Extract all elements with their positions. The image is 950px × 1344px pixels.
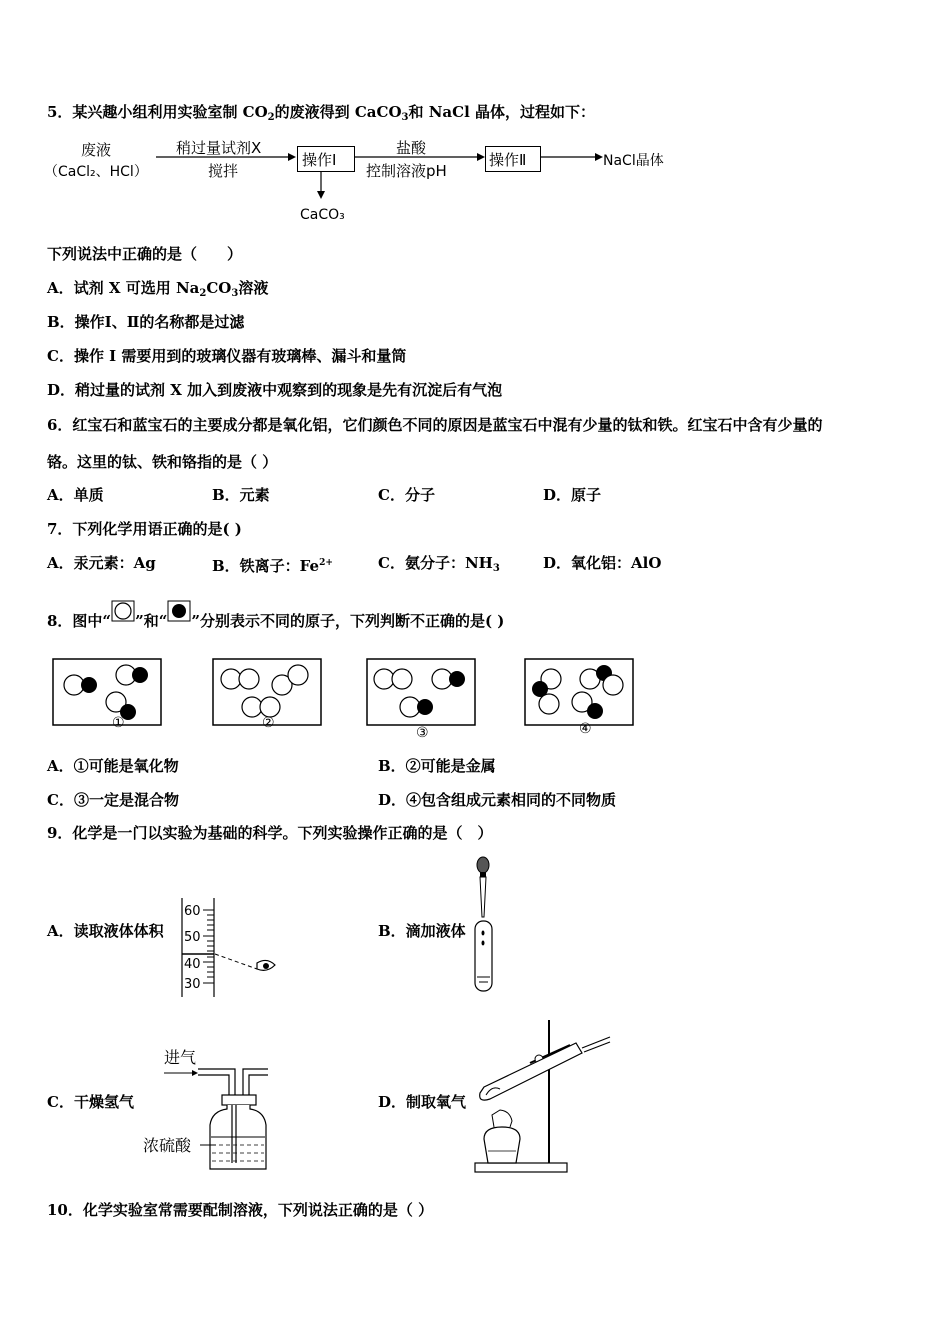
flow-product: NaCl晶体 <box>603 153 664 169</box>
q5-stem: 5．某兴趣小组利用实验室制 $CO_2$的废液得到 CaCO$_3$和 NaCl 晶体，过程如下： <box>47 103 596 123</box>
flow-precipitate: CaCO₃ <box>300 207 345 223</box>
q6-option-c: C．分子 <box>378 486 435 504</box>
label-4: ④ <box>579 721 592 737</box>
flow-waste: 废液 <box>81 141 112 159</box>
flow-stir: 搅拌 <box>208 162 239 180</box>
flow-op2-box <box>485 146 541 172</box>
gas-washing-bottle-figure <box>140 1045 275 1175</box>
q9-option-c: C．干燥氢气 <box>47 1093 134 1111</box>
black-atom-icon <box>167 600 191 622</box>
q6-option-b: B．元素 <box>212 486 270 504</box>
q7-option-b: B．铁离子：$Fe^{2+}$ <box>212 557 333 575</box>
q8-molecule-diagrams <box>50 655 650 740</box>
graduated-cylinder-figure <box>175 895 285 1000</box>
oxygen-apparatus-figure <box>470 1015 615 1177</box>
white-atom-icon <box>111 600 135 622</box>
flow-op1-box <box>297 146 355 172</box>
scale-60: 60 <box>184 904 201 919</box>
label-2: ② <box>262 715 275 731</box>
q6-stem-line2: 铬。这里的钛、铁和铬指的是（ ） <box>47 453 278 471</box>
dropper-test-tube-figure <box>470 855 500 1000</box>
q5-option-c: C．操作 I 需要用到的玻璃仪器有玻璃棒、漏斗和量筒 <box>47 347 407 365</box>
flow-op2: 操作Ⅱ <box>489 151 527 169</box>
q6-option-d: D．原子 <box>543 486 602 504</box>
q6-stem-line1: 6．红宝石和蓝宝石的主要成分都是氧化铝，它们颜色不同的原因是蓝宝石中混有少量的钛和铁。红宝石中含有少量的 <box>47 416 823 434</box>
flow-op1: 操作Ⅰ <box>302 151 337 169</box>
gas-in-label: 进气 <box>164 1048 197 1067</box>
q9-stem: 9．化学是一门以实验为基础的科学。下列实验操作正确的是（ ） <box>47 824 493 842</box>
q8-option-d: D．④包含组成元素相同的不同物质 <box>378 791 617 809</box>
sulfuric-acid-label: 浓硫酸 <box>143 1136 192 1155</box>
q7-stem: 7．下列化学用语正确的是( ) <box>47 520 242 538</box>
q5-ask: 下列说法中正确的是（ ） <box>47 245 243 263</box>
q5-option-d: D．稍过量的试剂 X 加入到废液中观察到的现象是先有沉淀后有气泡 <box>47 381 503 399</box>
flow-ph: 控制溶液pH <box>366 162 447 180</box>
q9-option-d: D．制取氧气 <box>378 1093 467 1111</box>
scale-30: 30 <box>184 977 201 992</box>
q8-stem: 8．图中“ ”和“ ”分别表示不同的原子，下列判断不正确的是( ) <box>47 600 504 631</box>
q10-stem: 10．化学实验室常需要配制溶液，下列说法正确的是（ ） <box>47 1201 434 1219</box>
q7-option-c: C．氨分子：$NH_3$ <box>378 554 500 574</box>
scale-50: 50 <box>184 930 201 945</box>
flow-arrow-down <box>315 171 327 199</box>
q8-option-a: A．①可能是氧化物 <box>47 757 179 775</box>
q5-option-b: B．操作Ⅰ、Ⅱ的名称都是过滤 <box>47 313 245 331</box>
label-3: ③ <box>416 725 429 740</box>
flow-arrow-3 <box>541 151 603 163</box>
q5-flow-diagram <box>44 133 704 228</box>
q8-option-b: B．②可能是金属 <box>378 757 496 775</box>
q6-option-a: A．单质 <box>47 486 104 504</box>
q5-option-a: A．试剂 X 可选用 $Na_2CO_3$溶液 <box>47 279 269 299</box>
flow-acid: 盐酸 <box>396 139 427 157</box>
label-1: ① <box>112 715 125 731</box>
flow-reagent: 稍过量试剂X <box>176 139 262 157</box>
scale-40: 40 <box>184 957 201 972</box>
q7-option-d: D．氧化铝：AlO <box>543 554 662 572</box>
q9-option-a: A．读取液体体积 <box>47 922 164 940</box>
q8-option-c: C．③一定是混合物 <box>47 791 179 809</box>
q7-option-a: A．汞元素：Ag <box>47 554 156 572</box>
q9-option-b: B．滴加液体 <box>378 922 466 940</box>
flow-waste-composition: （CaCl₂、HCl） <box>44 164 148 180</box>
